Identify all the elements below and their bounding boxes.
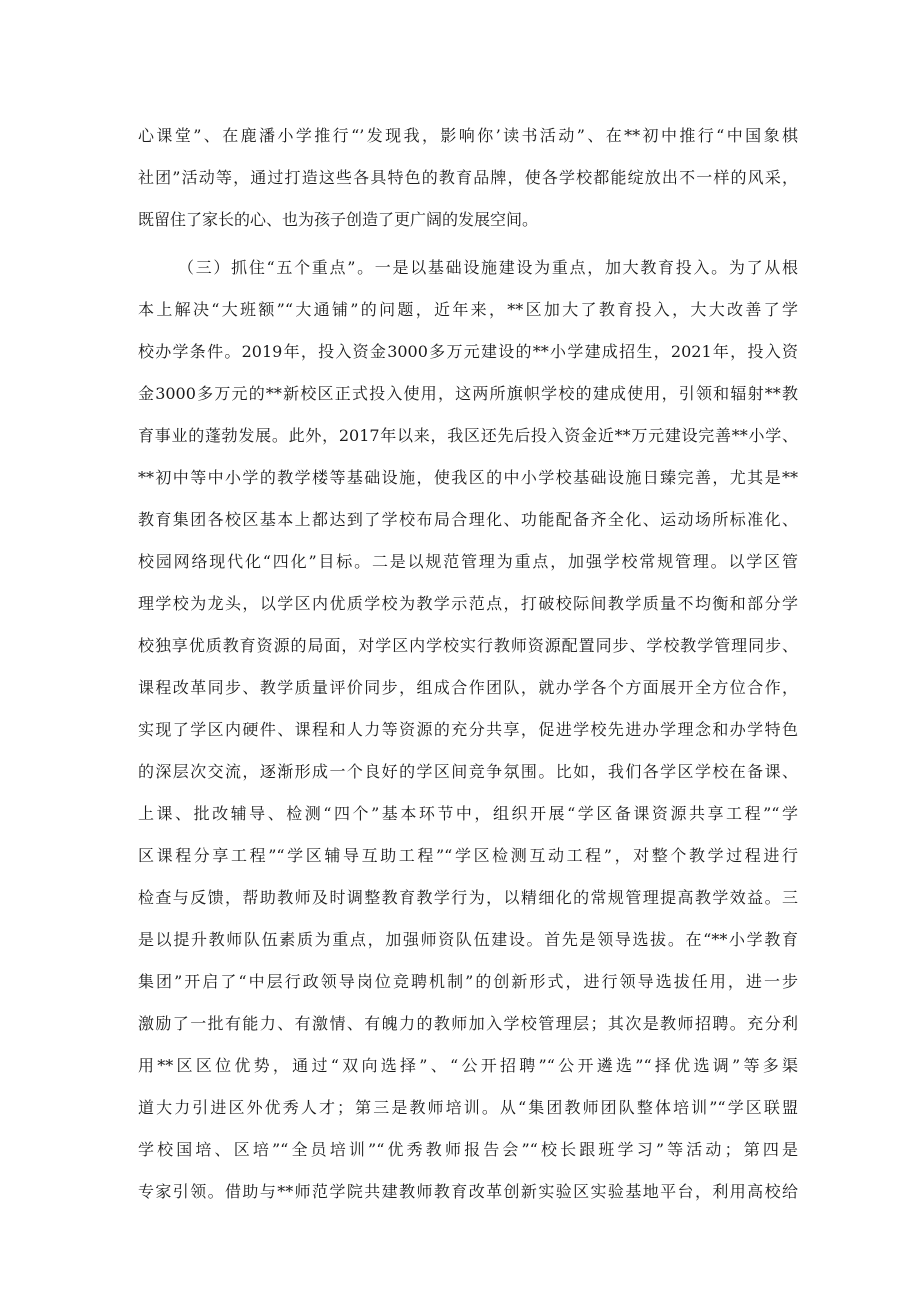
text-line: 理学校为龙头，以学区内优质学校为教学示范点，打破校际间教学质量不均衡和部分学 (138, 594, 798, 613)
text-line: **初中等中小学的教学楼等基础设施，使我区的中小学校基础设施日臻完善，尤其是** (138, 468, 798, 487)
text-line: 道大力引进区外优秀人才；第三是教师培训。从“集团教师团队整体培训”“学区联盟 (138, 1098, 798, 1117)
text-line: 是以提升教师队伍素质为重点，加强师资队伍建设。首先是领导选拔。在“**小学教育 (138, 930, 798, 949)
text-line: 既留住了家长的心、也为孩子创造了更广阔的发展空间。 (138, 210, 539, 229)
text-line: 用**区区位优势，通过“双向选择”、“公开招聘”“公开遴选”“择优选调”等多渠 (138, 1056, 798, 1075)
text-line: （三）抓住“五个重点”。一是以基础设施建设为重点，加大教育投入。为了从根 (178, 258, 798, 277)
text-line: 本上解决“大班额”“大通铺”的问题，近年来，**区加大了教育投入，大大改善了学 (138, 300, 798, 319)
text-line: 心课堂”、在鹿潘小学推行“’发现我，影响你’读书活动”、在**初中推行“中国象棋 (138, 126, 798, 145)
text-line: 课程改革同步、教学质量评价同步，组成合作团队，就办学各个方面展开全方位合作， (138, 678, 798, 697)
text-line: 的深层次交流，逐渐形成一个良好的学区间竞争氛围。比如，我们各学区学校在备课、 (138, 762, 798, 781)
text-line: 专家引领。借助与**师范学院共建教师教育改革创新实验区实验基地平台，利用高校给 (138, 1182, 798, 1201)
text-line: 教育集团各校区基本上都达到了学校布局合理化、功能配备齐全化、运动场所标准化、 (138, 510, 798, 529)
text-line: 学校国培、区培”“全员培训”“优秀教师报告会”“校长跟班学习”等活动；第四是 (138, 1140, 798, 1159)
text-line: 检查与反馈，帮助教师及时调整教育教学行为，以精细化的常规管理提高教学效益。三 (138, 888, 798, 907)
text-line: 集团”开启了“中层行政领导岗位竞聘机制”的创新形式，进行领导选拔任用，进一步 (138, 972, 798, 991)
text-line: 社团”活动等，通过打造这些各具特色的教育品牌，使各学校都能绽放出不一样的风采， (138, 168, 798, 187)
text-line: 上课、批改辅导、检测“四个”基本环节中，组织开展“学区备课资源共享工程”“学 (138, 804, 798, 823)
text-line: 校独享优质教育资源的局面，对学区内学校实行教师资源配置同步、学校教学管理同步、 (138, 636, 798, 655)
text-line: 区课程分享工程”“学区辅导互助工程”“学区检测互动工程”，对整个教学过程进行 (138, 846, 798, 865)
text-line: 激励了一批有能力、有激情、有魄力的教师加入学校管理层；其次是教师招聘。充分利 (138, 1014, 798, 1033)
text-line: 实现了学区内硬件、课程和人力等资源的充分共享，促进学校先进办学理念和办学特色 (138, 720, 798, 739)
text-line: 金3000多万元的**新校区正式投入使用，这两所旗帜学校的建成使用，引领和辐射**教 (138, 384, 798, 403)
text-line: 校园网络现代化“四化”目标。二是以规范管理为重点，加强学校常规管理。以学区管 (138, 552, 798, 571)
text-line: 育事业的蓬勃发展。此外，2017年以来，我区还先后投入资金近**万元建设完善**小学、 (138, 426, 798, 445)
text-line: 校办学条件。2019年，投入资金3000多万元建设的**小学建成招生，2021年，投入资 (138, 342, 798, 361)
